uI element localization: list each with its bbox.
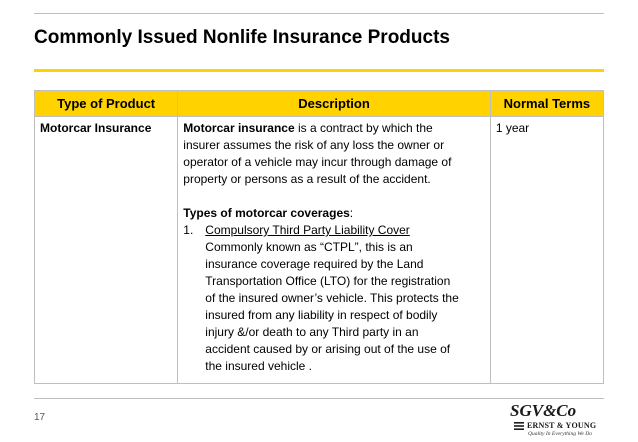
coverage-item-line: injury &/or death to any Third party in an xyxy=(205,325,419,339)
table-header-row xyxy=(35,91,604,117)
description-text: is a contract by which the xyxy=(294,121,433,135)
logo-tagline: Quality In Everything We Do xyxy=(528,431,592,437)
bottom-divider xyxy=(34,398,604,399)
page-number: 17 xyxy=(34,412,46,423)
description-line: insurer assumes the risk of any loss the owner or xyxy=(183,138,445,152)
sgv-ernst-young-logo xyxy=(500,401,610,439)
products-table xyxy=(34,90,604,384)
coverage-item-line: accident caused by or arising out of the use of xyxy=(205,342,451,356)
header-type-of-product: Type of Product xyxy=(35,91,178,117)
coverages-heading-colon: : xyxy=(349,206,354,220)
term-cell xyxy=(490,117,603,384)
coverage-item-line: insurance coverage required by the Land xyxy=(205,257,424,271)
description-line: property or persons as a result of the accident. xyxy=(183,172,431,186)
ey-mark-icon xyxy=(514,422,524,430)
list-number: 1. xyxy=(183,223,194,237)
logo-sub-text: ERNST & YOUNG xyxy=(527,421,597,430)
description-line xyxy=(183,120,485,137)
coverages-heading-text: Types of motorcar coverages xyxy=(183,206,350,220)
coverages-heading xyxy=(183,205,485,222)
logo-main-text: SGV&Co xyxy=(510,401,577,420)
slide-title: Commonly Issued Nonlife Insurance Products xyxy=(34,27,450,48)
product-name: Motorcar Insurance xyxy=(40,121,152,135)
product-cell xyxy=(35,117,178,384)
description-cell xyxy=(178,117,491,384)
top-divider xyxy=(34,13,604,14)
coverage-item-line: Transportation Office (LTO) for the registration xyxy=(205,274,451,288)
term-value: 1 year xyxy=(495,121,530,135)
coverage-item-line: insured from any liability in respect of bodily xyxy=(205,308,438,322)
coverage-item-body xyxy=(205,222,458,375)
spacer xyxy=(183,188,485,205)
table-row xyxy=(35,117,604,384)
coverage-item-title: Compulsory Third Party Liability Cover xyxy=(205,223,410,237)
coverage-item-line: the insured vehicle . xyxy=(205,359,313,373)
header-description: Description xyxy=(178,91,491,117)
description-line: operator of a vehicle may incur through damage of xyxy=(183,155,452,169)
coverage-list-item xyxy=(183,222,485,375)
header-normal-terms: Normal Terms xyxy=(490,91,603,117)
description-term: Motorcar insurance xyxy=(183,121,295,135)
title-underline xyxy=(34,69,604,72)
coverage-item-line: of the insured owner’s vehicle. This protects the xyxy=(205,291,459,305)
coverage-item-line: Commonly known as “CTPL”, this is an xyxy=(205,240,413,254)
